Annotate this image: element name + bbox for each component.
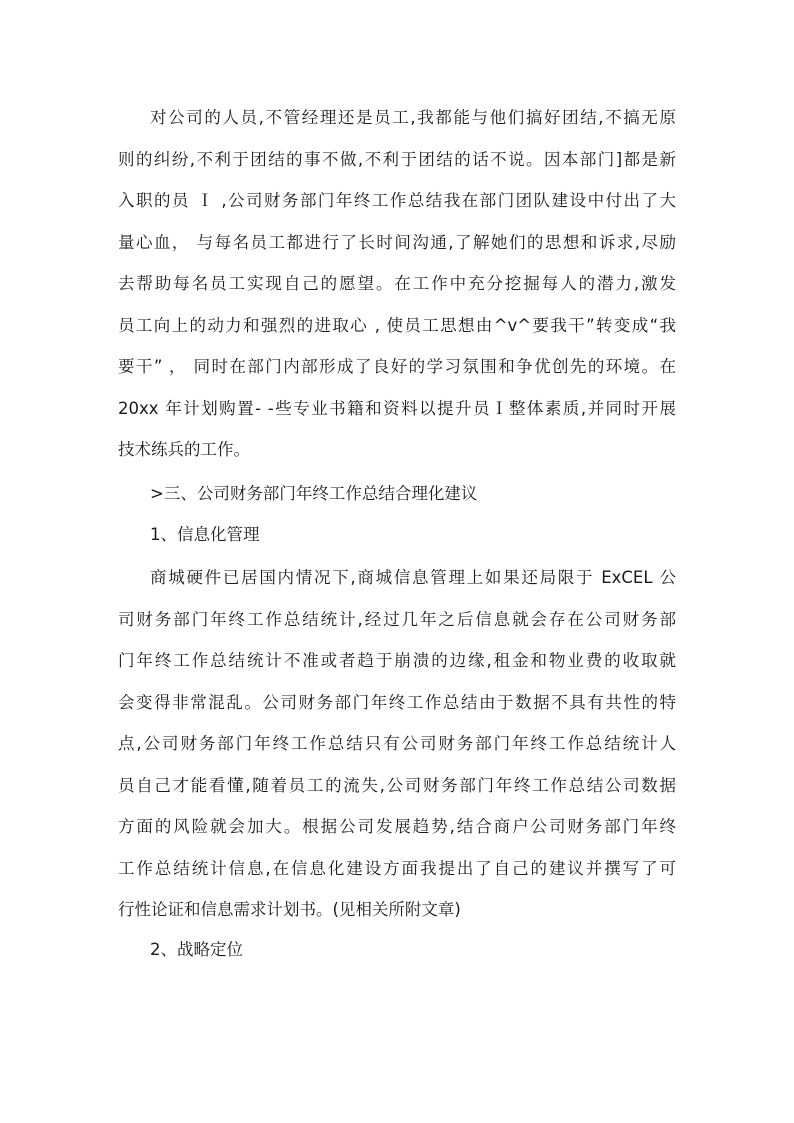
text-line: 量心血， 与每名员工都进行了长时间沟通,了解她们的思想和诉求,尽励 (118, 232, 676, 252)
text-line: 则的纠纷,不利于团结的事不做,不利于团结的话不说。因本部门]都是新 (118, 149, 676, 169)
text-line: 要干” ， 同时在部门内部形成了良好的学习氛围和争优创先的环境。在 (118, 357, 676, 376)
text-line: 行性论证和信息需求计划书。(见相关所附文章) (118, 900, 461, 919)
text-line: 入职的员 Ｉ ,公司财务部门年终工作总结我在部门团队建设中付出了大 (118, 191, 676, 210)
text-line: 技术练兵的工作。 (118, 440, 250, 459)
text-line: 会变得非常混乱。公司财务部门年终工作总结由于数据不具有共性的特 (118, 692, 676, 712)
text-line: 员自己才能看懂,随着员工的流失,公司财务部门年终工作总结公司数据 (118, 775, 676, 795)
text-line: 去帮助每名员工实现自己的愿望。在工作中充分挖掘每人的潜力,激发 (118, 274, 676, 293)
text-line: 员工向上的动力和强烈的进取心 , 使员工思想由^v^要我干”转变成“我 (118, 315, 676, 335)
subsection-heading: 1、信息化管理 (150, 525, 260, 544)
text-line: 20xx 年计划购置- -些专业书籍和资料以提升员Ｉ整体素质,并同时开展 (118, 398, 676, 418)
subsection-heading: 2、战略定位 (150, 940, 243, 959)
text-line: 工作总结统计信息,在信息化建设方面我提出了自己的建议并撰写了可 (118, 858, 676, 878)
paragraph-informatization (118, 557, 676, 931)
text-line: 对公司的人员,不管经理还是员工,我都能与他们搞好团结,不搞无原 (150, 108, 676, 127)
text-line: 商城硬件已居国内情况下,商城信息管理上如果还局限于 ExCEL 公 (150, 568, 676, 587)
paragraph-team-building (118, 97, 676, 471)
text-line: 司财务部门年终工作总结统计,经过几年之后信息就会存在公司财务部 (118, 609, 676, 629)
text-line: 门年终工作总结统计不准或者趋于崩溃的边缘,租金和物业费的收取就 (118, 651, 676, 670)
text-line: 方面的风险就会加大。根据公司发展趋势,结合商户公司财务部门年终 (118, 817, 676, 836)
section-heading: >三、公司财务部门年终工作总结合理化建议 (150, 484, 478, 503)
text-line: 点,公司财务部门年终工作总结只有公司财务部门年终工作总结统计人 (118, 734, 676, 753)
